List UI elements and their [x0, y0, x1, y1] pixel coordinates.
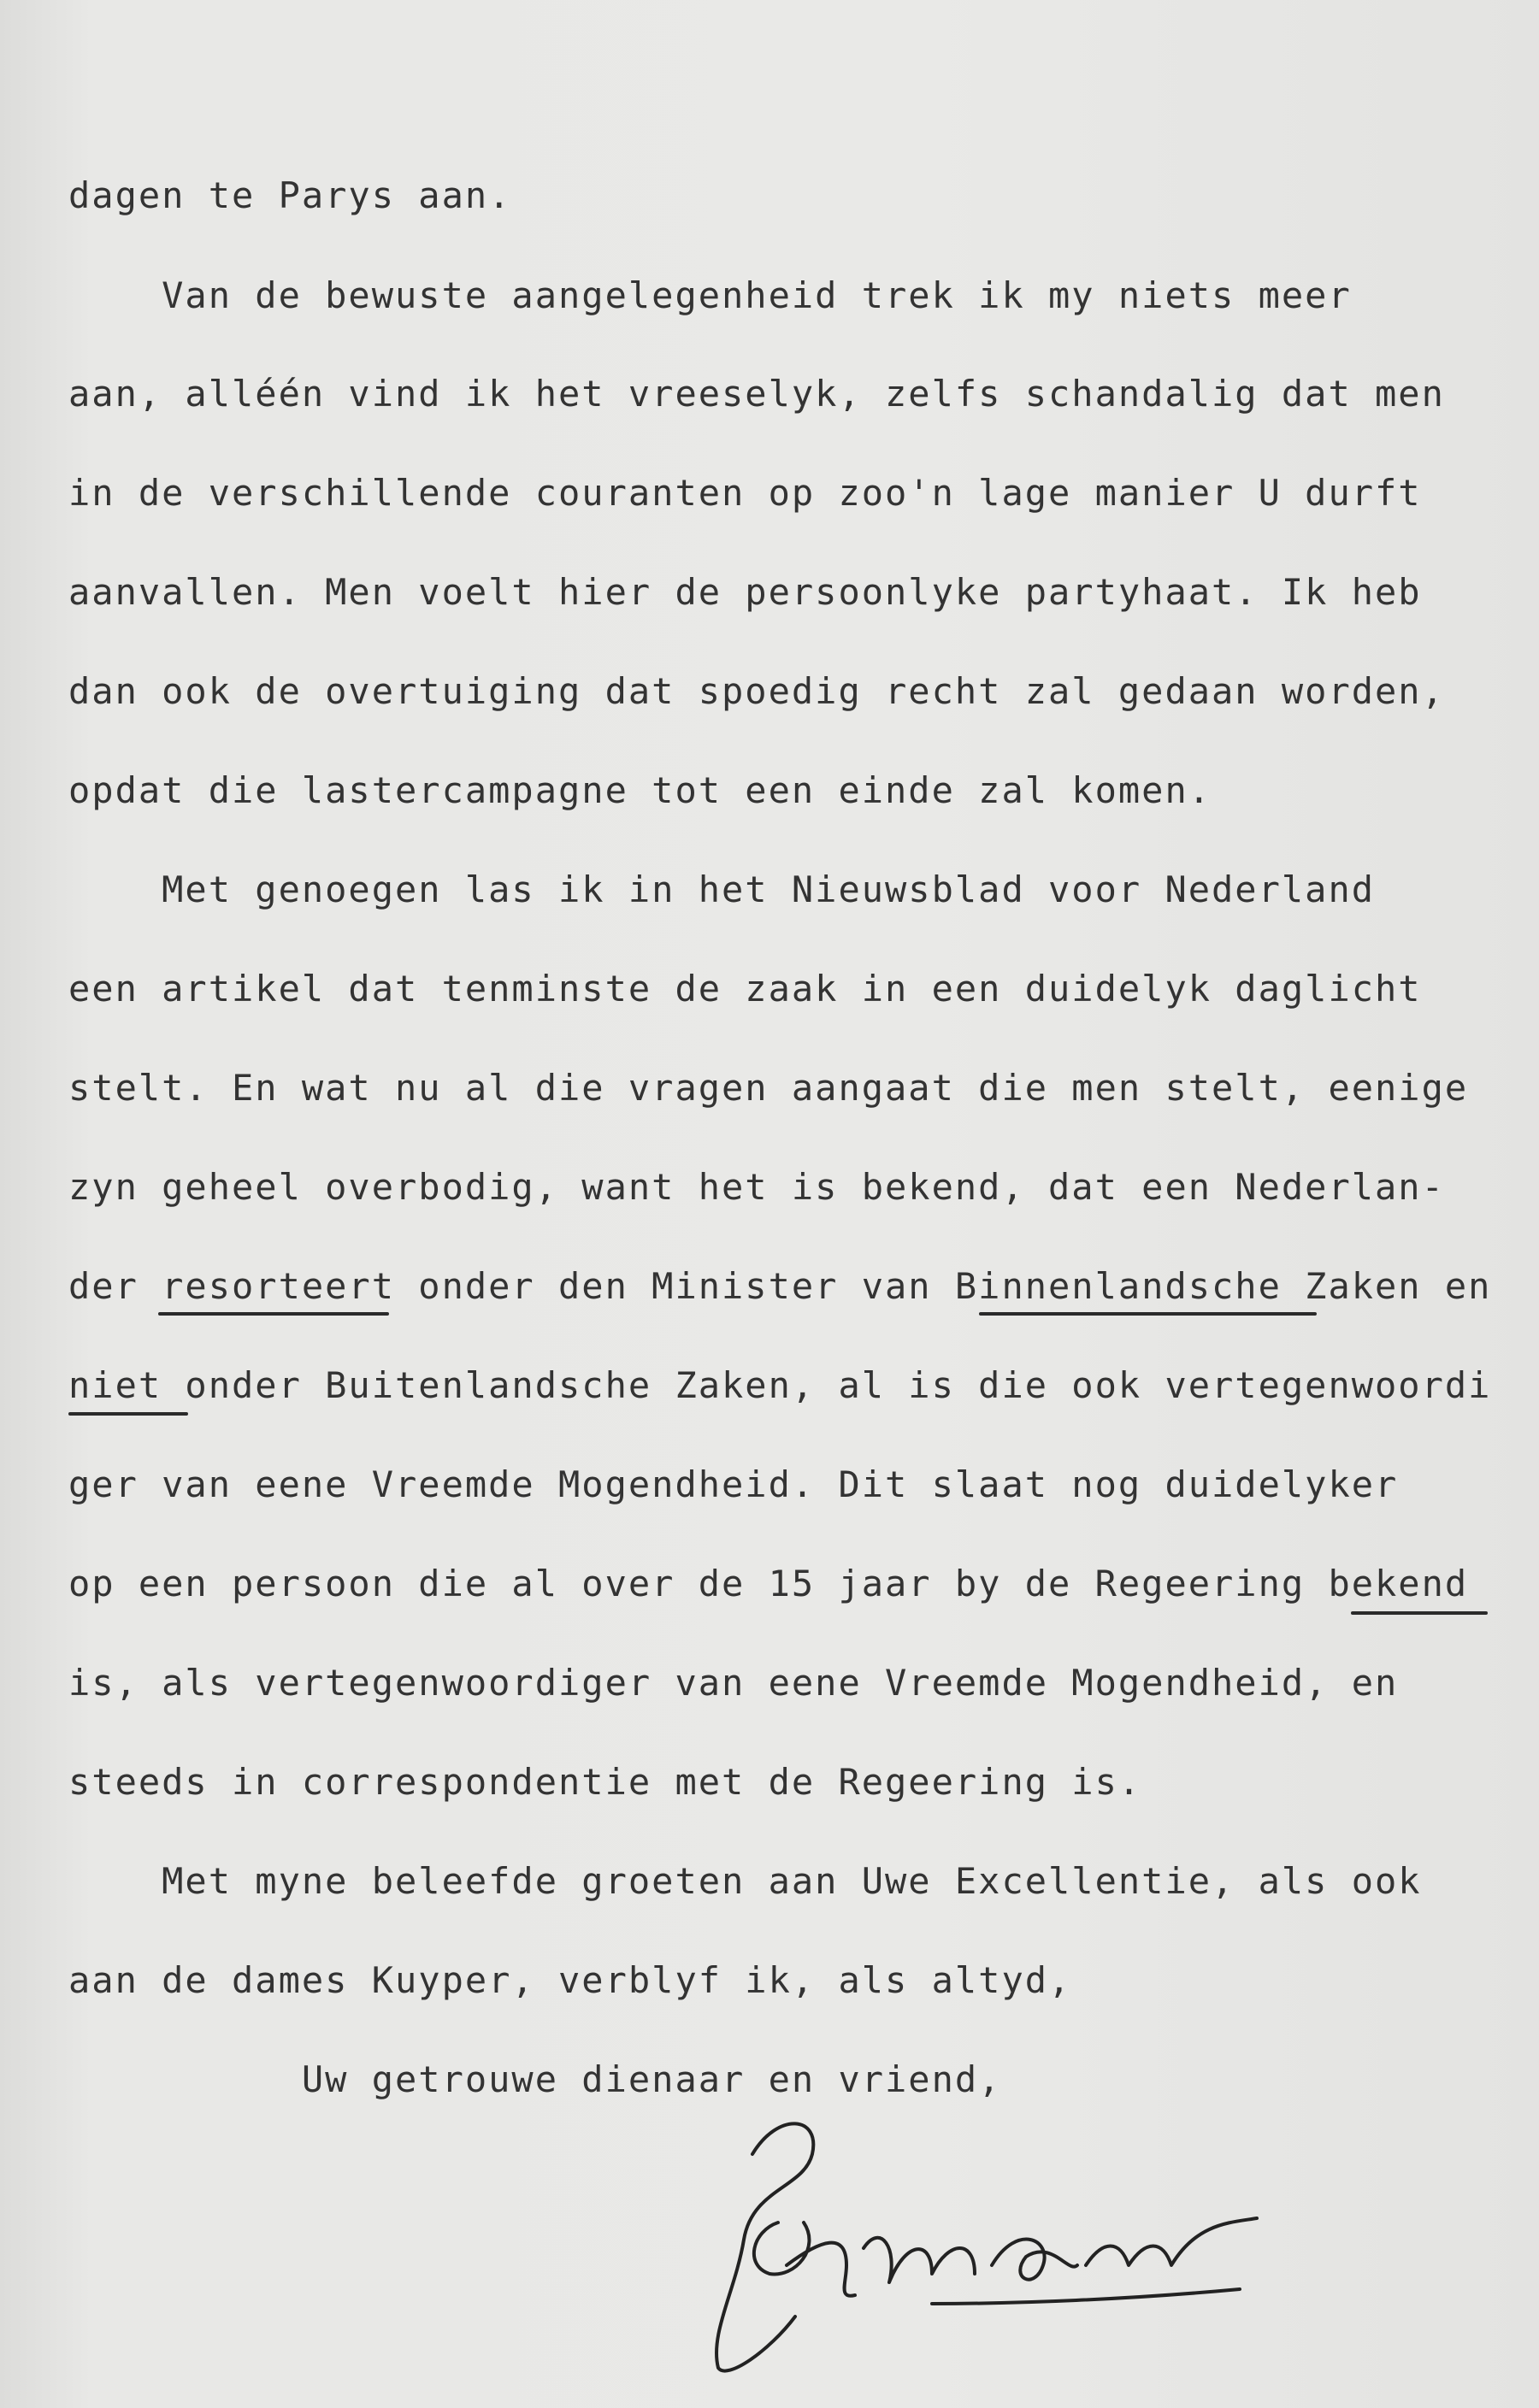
letter-line: dan ook de overtuiging dat spoedig recht zal gedaan worden,	[68, 670, 1445, 712]
letter-line: Van de bewuste aangelegenheid trek ik my niets meer	[68, 274, 1352, 316]
letter-line: niet onder Buitenlandsche Zaken, al is die ook vertegenwoordi	[68, 1364, 1492, 1406]
letter-line: aanvallen. Men voelt hier de persoonlyke partyhaat. Ik heb	[68, 571, 1422, 613]
letter-line: Uw getrouwe dienaar en vriend,	[68, 2058, 1002, 2100]
letter-line: opdat die lastercampagne tot een einde zal komen.	[68, 769, 1212, 811]
letter-line: aan, alléén vind ik het vreeselyk, zelfs schandalig dat men	[68, 373, 1445, 415]
letter-line: stelt. En wat nu al die vragen aangaat die men stelt, eenige	[68, 1067, 1469, 1109]
letter-line: in de verschillende couranten op zoo'n lage manier U durft	[68, 472, 1422, 514]
letter-line: op een persoon die al over de 15 jaar by de Regeering bekend	[68, 1563, 1469, 1604]
underline-binnenlandsche	[979, 1312, 1317, 1316]
letter-line: aan de dames Kuyper, verblyf ik, als altyd,	[68, 1959, 1072, 2001]
letter-line: ger van eene Vreemde Mogendheid. Dit slaat nog duidelyker	[68, 1463, 1399, 1505]
letter-line: steeds in correspondentie met de Regeering is.	[68, 1761, 1142, 1803]
letter-line: een artikel dat tenminste de zaak in een duidelyk daglicht	[68, 968, 1422, 1010]
letter-line: dagen te Parys aan.	[68, 174, 512, 216]
underline-niet	[68, 1412, 188, 1416]
letter-line: Met genoegen las ik in het Nieuwsblad voor Nederland	[68, 868, 1376, 910]
underline-resorteert	[158, 1312, 389, 1316]
letter-line: Met myne beleefde groeten aan Uwe Excellentie, als ook	[68, 1860, 1422, 1902]
letter-line: zyn geheel overbodig, want het is bekend, dat een Nederlan-	[68, 1166, 1445, 1208]
letter-line: der resorteert onder den Minister van Binnenlandsche Zaken en	[68, 1265, 1492, 1307]
letter-line: is, als vertegenwoordiger van eene Vreemde Mogendheid, en	[68, 1662, 1399, 1704]
signature-image	[650, 2094, 1300, 2385]
underline-bekend	[1351, 1611, 1488, 1615]
